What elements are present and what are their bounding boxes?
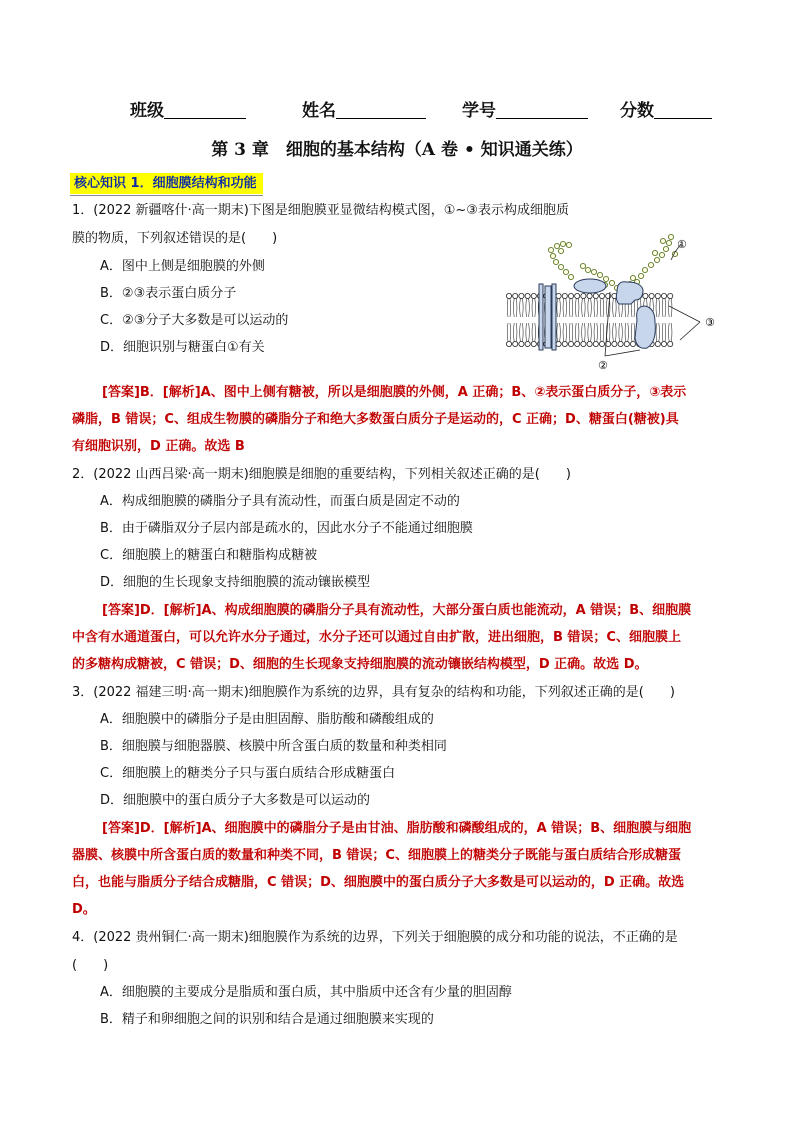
lipid-head bbox=[575, 341, 580, 346]
lipid-head bbox=[599, 341, 604, 346]
label-2: ② bbox=[598, 359, 608, 370]
q2-option-a: A．构成细胞膜的磷脂分子具有流动性，而蛋白质是固定不动的 bbox=[100, 494, 460, 509]
lipid-head bbox=[618, 341, 623, 346]
lipid-head bbox=[513, 341, 518, 346]
q3-answer-line-3: 白，也能与脂质分子结合成糖脂，C 错误；D、细胞膜中的蛋白质分子大多数是可以运动的，D 正确。故选 bbox=[72, 875, 685, 890]
lipid-head bbox=[587, 341, 592, 346]
q1-answer-line-1: [答案]B．[解析]A、图中上侧有糖被，所以是细胞膜的外侧，A 正确；B、②表示蛋白质分子，③表示 bbox=[102, 385, 687, 400]
q1-stem-line-1: 1．(2022 新疆喀什·高一期末)下图是细胞膜亚显微结构模式图，①~③表示构成细胞质 bbox=[72, 203, 569, 218]
lipid-tail bbox=[532, 299, 536, 317]
lipid-tail bbox=[507, 323, 511, 341]
lipid-head bbox=[655, 293, 660, 298]
q4-stem-line-2: ( ) bbox=[72, 958, 109, 973]
lipid-tail bbox=[582, 323, 586, 341]
lipid-tail bbox=[631, 323, 635, 341]
lipid-head bbox=[643, 293, 648, 298]
lipid-head bbox=[562, 341, 567, 346]
q3-stem-line-1: 3．(2022 福建三明·高一期末)细胞膜作为系统的边界，具有复杂的结构和功能，下列叙述正确的是( ) bbox=[72, 685, 675, 700]
lipid-tail bbox=[575, 323, 579, 341]
score-blank bbox=[654, 100, 712, 119]
lipid-head bbox=[531, 293, 536, 298]
q1-option-c: C．②③分子大多数是可以运动的 bbox=[100, 313, 289, 328]
membrane-diagram-svg bbox=[505, 230, 730, 370]
q2-option-b: B．由于磷脂双分子层内部是疏水的，因此水分子不能通过细胞膜 bbox=[100, 521, 473, 536]
lipid-head bbox=[661, 293, 666, 298]
lipid-head bbox=[668, 293, 673, 298]
lipid-tail bbox=[656, 323, 660, 341]
section-heading: 核心知识 1．细胞膜结构和功能 bbox=[70, 173, 263, 194]
q3-option-d: D．细胞膜中的蛋白质分子大多数是可以运动的 bbox=[100, 793, 371, 808]
class-label: 班级 bbox=[130, 101, 164, 121]
name-label: 姓名 bbox=[302, 101, 336, 121]
lipid-head bbox=[581, 341, 586, 346]
student-info-row bbox=[130, 96, 730, 122]
lipid-head bbox=[624, 341, 629, 346]
lipid-tail bbox=[513, 323, 517, 341]
score-field bbox=[620, 96, 712, 121]
q2-answer-line-1: [答案]D．[解析]A、构成细胞膜的磷脂分子具有流动性，大部分蛋白质也能流动，A 错误；B、细胞膜 bbox=[102, 603, 692, 618]
q2-option-c: C．细胞膜上的糖蛋白和糖脂构成糖被 bbox=[100, 548, 318, 563]
lipid-tail bbox=[569, 299, 573, 317]
lipid-tail bbox=[625, 323, 629, 341]
lipid-head bbox=[568, 293, 573, 298]
lipid-head bbox=[593, 293, 598, 298]
lipid-tail bbox=[507, 299, 511, 317]
lipid-tail bbox=[613, 323, 617, 341]
id-blank bbox=[496, 100, 588, 119]
lipid-head bbox=[556, 293, 561, 298]
lipid-tail bbox=[520, 323, 524, 341]
q3-option-a: A．细胞膜中的磷脂分子是由胆固醇、脂肪酸和磷酸组成的 bbox=[100, 712, 434, 727]
lipid-tail bbox=[662, 299, 666, 317]
lipid-head bbox=[655, 341, 660, 346]
q3-answer-line-2: 器膜、核膜中所含蛋白质的数量和种类不同，B 错误；C、细胞膜上的糖类分子既能与蛋白质结合形成糖蛋 bbox=[72, 848, 681, 863]
lipid-tail bbox=[594, 323, 598, 341]
lipid-tail bbox=[656, 299, 660, 317]
lipid-tail bbox=[668, 299, 672, 317]
lipid-tail bbox=[557, 323, 561, 341]
q3-option-c: C．细胞膜上的糖类分子只与蛋白质结合形成糖蛋白 bbox=[100, 766, 396, 781]
lipid-head bbox=[599, 293, 604, 298]
lipid-tail bbox=[526, 323, 530, 341]
lipid-head bbox=[593, 341, 598, 346]
lipid-tail bbox=[575, 299, 579, 317]
lipid-head bbox=[668, 341, 673, 346]
q2-option-d: D．细胞的生长现象支持细胞膜的流动镶嵌模型 bbox=[100, 575, 371, 590]
name-blank bbox=[336, 100, 426, 119]
lipid-head bbox=[630, 341, 635, 346]
lipid-tail bbox=[662, 323, 666, 341]
chapter-title: 第 3 章 细胞的基本结构（A 卷 • 知识通关练） bbox=[211, 140, 583, 160]
q3-option-b: B．细胞膜与细胞器膜、核膜中所含蛋白质的数量和种类相同 bbox=[100, 739, 447, 754]
lipid-tail bbox=[520, 299, 524, 317]
lipid-tail bbox=[600, 323, 604, 341]
label-3: ③ bbox=[705, 316, 715, 329]
q1-option-b: B．②③表示蛋白质分子 bbox=[100, 286, 237, 301]
lipid-head bbox=[612, 341, 617, 346]
lipid-head bbox=[525, 293, 530, 298]
lipid-head bbox=[506, 293, 511, 298]
lipid-head bbox=[513, 293, 518, 298]
q4-option-a: A．细胞膜的主要成分是脂质和蛋白质，其中脂质中还含有少量的胆固醇 bbox=[100, 985, 512, 1000]
q2-answer-line-3: 的多糖构成糖被，C 错误；D、细胞的生长现象支持细胞膜的流动镶嵌结构模型，D 正确。故选 D。 bbox=[72, 657, 648, 672]
q2-stem-line-1: 2．(2022 山西吕梁·高一期末)细胞膜是细胞的重要结构，下列相关叙述正确的是( ) bbox=[72, 467, 571, 482]
id-label: 学号 bbox=[462, 101, 496, 121]
q4-stem-line-1: 4．(2022 贵州铜仁·高一期末)细胞膜作为系统的边界，下列关于细胞膜的成分和功能的说法，不正确的是 bbox=[72, 930, 678, 945]
lipid-head bbox=[649, 293, 654, 298]
lipid-head bbox=[568, 341, 573, 346]
lipid-tail bbox=[569, 323, 573, 341]
sugar-chains bbox=[548, 234, 677, 292]
q1-answer-line-2: 磷脂，B 错误；C、组成生物膜的磷脂分子和绝大多数蛋白质分子是运动的，C 正确；D、糖蛋白(糖被)具 bbox=[72, 412, 679, 427]
name-field bbox=[302, 96, 426, 121]
q2-answer-line-2: 中含有水通道蛋白，可以允许水分子通过，水分子还可以通过自由扩散，进出细胞，B 错误；C、细胞膜上 bbox=[72, 630, 681, 645]
class-field bbox=[130, 96, 246, 121]
lipid-tail bbox=[532, 323, 536, 341]
q1-stem-line-2: 膜的物质，下列叙述错误的是( ) bbox=[72, 231, 278, 246]
lipid-tail bbox=[526, 299, 530, 317]
lipid-tail bbox=[563, 323, 567, 341]
lipid-head bbox=[506, 341, 511, 346]
lipid-head bbox=[519, 341, 524, 346]
label-1: ① bbox=[677, 238, 687, 251]
lipid-tail bbox=[582, 299, 586, 317]
lipid-head bbox=[581, 293, 586, 298]
lipid-head bbox=[575, 293, 580, 298]
lipid-tail bbox=[557, 299, 561, 317]
q3-answer-line-4: D。 bbox=[72, 902, 96, 917]
q3-answer-line-1: [答案]D．[解析]A、细胞膜中的磷脂分子是由甘油、脂肪酸和磷酸组成的，A 错误；B、细胞膜与细胞 bbox=[102, 821, 692, 836]
lipid-head bbox=[587, 293, 592, 298]
membrane-diagram bbox=[505, 230, 730, 370]
q1-answer-line-3: 有细胞识别，D 正确。故选 B bbox=[72, 439, 245, 454]
lipid-tail bbox=[594, 299, 598, 317]
lipid-head bbox=[525, 341, 530, 346]
lipid-head bbox=[661, 341, 666, 346]
id-field bbox=[462, 96, 588, 121]
lipid-tail bbox=[513, 299, 517, 317]
q1-option-d: D．细胞识别与糖蛋白①有关 bbox=[100, 340, 265, 355]
lipid-tail bbox=[588, 299, 592, 317]
lipid-head bbox=[556, 341, 561, 346]
q4-option-b: B．精子和卵细胞之间的识别和结合是通过细胞膜来实现的 bbox=[100, 1012, 434, 1027]
q1-option-a: A．图中上侧是细胞膜的外侧 bbox=[100, 259, 265, 274]
lipid-head bbox=[519, 293, 524, 298]
score-label: 分数 bbox=[620, 101, 654, 121]
lipid-tail bbox=[588, 323, 592, 341]
lipid-head bbox=[562, 293, 567, 298]
lipid-tail bbox=[668, 323, 672, 341]
lipid-tail bbox=[619, 323, 623, 341]
lipid-tail bbox=[563, 299, 567, 317]
class-blank bbox=[164, 100, 246, 119]
lipid-tail bbox=[613, 299, 617, 317]
lipid-tail bbox=[600, 299, 604, 317]
lipid-head bbox=[531, 341, 536, 346]
